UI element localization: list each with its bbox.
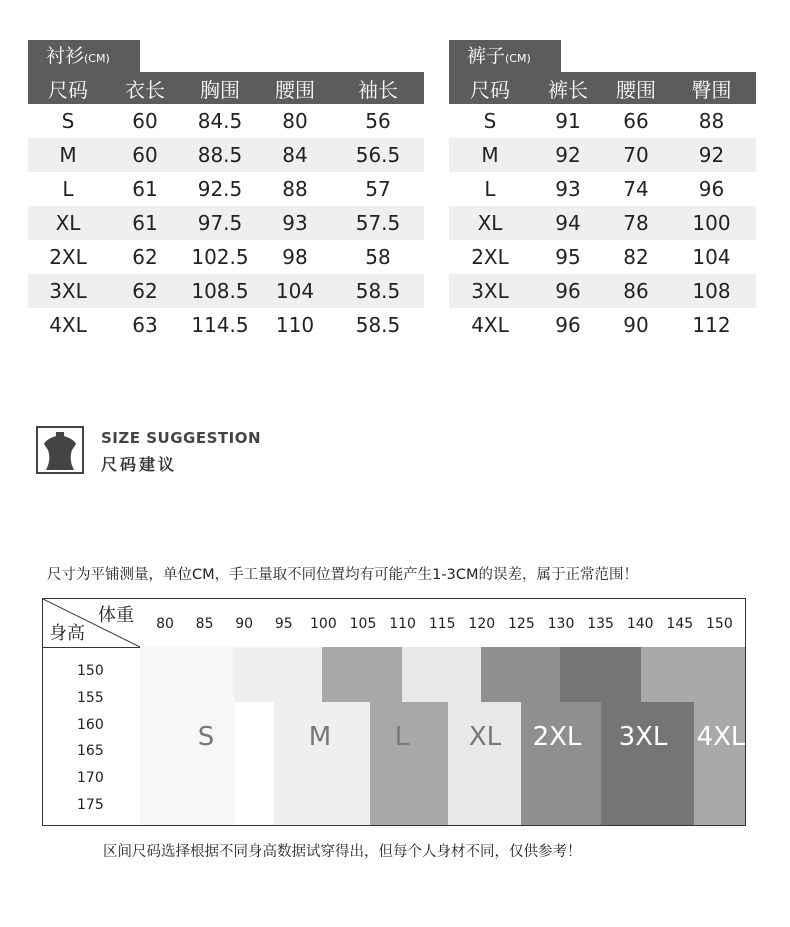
table-row (449, 104, 756, 138)
pants-cell: 4XL (471, 313, 509, 337)
pants-cell: 92 (531, 138, 605, 172)
fit-disclaimer-note: 区间尺码选择根据不同身高数据试穿得出，但每个人身材不同，仅供参考！ (103, 844, 582, 860)
height-tick-label: 150 (77, 663, 104, 679)
pants-cell: 100 (667, 206, 756, 240)
size-range-block (274, 702, 370, 825)
shirt-cell: 110 (275, 313, 315, 337)
pants-cell: S (483, 109, 497, 133)
weight-tick-label: 125 (508, 616, 535, 632)
size-range-block (481, 647, 560, 702)
weight-tick-label: 145 (666, 616, 694, 632)
shirt-table-tab (28, 40, 140, 72)
weight-tick-label: 135 (587, 616, 614, 632)
weight-tick-label: 80 (156, 616, 174, 632)
size-range-block (140, 647, 234, 825)
shirt-size-table (28, 72, 424, 342)
shirt-cell: 104 (258, 274, 332, 308)
size-range-label: L (394, 722, 410, 752)
shirt-cell: 60 (132, 109, 158, 133)
weight-tick-label: 140 (626, 616, 654, 632)
pants-cell: 70 (605, 138, 667, 172)
pants-cell: 108 (667, 274, 756, 308)
size-range-label: M (308, 722, 332, 752)
shirt-cell: 84.5 (197, 109, 243, 133)
height-tick-label: 160 (77, 716, 104, 733)
height-tick-label: 175 (77, 797, 104, 813)
table-row (28, 240, 424, 274)
shirt-cell: 3XL (28, 274, 108, 308)
height-tick-label: 165 (77, 743, 104, 760)
height-axis-label: 身高 (49, 623, 85, 644)
size-range-label: S (197, 722, 215, 752)
shirt-cell: 98 (282, 245, 308, 269)
pants-cell: 74 (623, 177, 649, 201)
pants-cell: 104 (692, 245, 731, 269)
table-row (28, 308, 424, 342)
shirt-cell: L (62, 177, 74, 201)
size-suggestion-title-cn: 尺码建议 (101, 455, 178, 474)
size-range-block (601, 702, 694, 825)
pants-cell: 91 (555, 109, 581, 133)
shirt-header-cell: 尺码 (28, 72, 108, 104)
shirt-cell: 60 (108, 138, 182, 172)
height-tick-label: 170 (77, 770, 104, 787)
shirt-header-cell: 衣长 (108, 72, 182, 104)
weight-tick-label: 105 (349, 616, 377, 632)
size-range-block (234, 647, 322, 702)
height-tick-label: 155 (77, 689, 104, 706)
pants-cell: 78 (605, 206, 667, 240)
shirt-cell: 97.5 (182, 206, 258, 240)
table-row (28, 138, 424, 172)
shirt-header-cell: 腰围 (258, 72, 332, 104)
table-row (449, 240, 756, 274)
size-range-block (370, 702, 448, 825)
shirt-cell: 56 (365, 109, 391, 133)
table-row (449, 274, 756, 308)
pants-size-table (449, 72, 756, 342)
pants-cell: L (484, 177, 496, 201)
pants-cell: 112 (692, 313, 731, 337)
shirt-cell: 114.5 (191, 313, 249, 337)
size-range-block (521, 702, 601, 825)
table-row (28, 206, 424, 240)
pants-cell: 66 (623, 109, 649, 133)
pants-cell: 96 (698, 177, 725, 201)
table-row (28, 104, 424, 138)
pants-header-cell: 裤长 (531, 72, 605, 104)
size-suggestion-chart (42, 598, 746, 826)
shirt-cell: 4XL (49, 313, 87, 337)
shirt-cell: 63 (132, 313, 158, 337)
pants-cell: M (449, 138, 531, 172)
weight-tick-label: 150 (706, 616, 733, 632)
table-row (449, 172, 756, 206)
size-range-block (402, 647, 481, 702)
size-range-label: 2XL (532, 722, 582, 752)
pants-cell: 95 (555, 245, 581, 269)
shirt-cell: 58.5 (332, 274, 424, 308)
weight-axis-label: 体重 (98, 605, 134, 626)
pants-cell: 92 (667, 138, 756, 172)
pants-cell: 90 (623, 313, 649, 337)
weight-tick-label: 120 (468, 616, 496, 632)
shirt-cell: 93 (258, 206, 332, 240)
shirt-cell: 56.5 (332, 138, 424, 172)
shirt-cell: 108.5 (182, 274, 258, 308)
pants-cell: 94 (531, 206, 605, 240)
shirt-table-unit: (CM) (84, 52, 110, 65)
shirt-cell: 84 (258, 138, 332, 172)
size-range-block (322, 647, 402, 702)
table-row (28, 274, 424, 308)
shirt-cell: 88.5 (182, 138, 258, 172)
shirt-header-cell: 胸围 (182, 72, 258, 104)
pants-header-cell: 腰围 (605, 72, 667, 104)
size-range-block (694, 702, 746, 825)
pants-cell: 2XL (471, 245, 509, 269)
measurement-note: 尺寸为平铺测量，单位CM，手工量取不同位置均有可能产生1-3CM的误差，属于正常范围！ (47, 567, 638, 583)
shirt-cell: 57.5 (332, 206, 424, 240)
chart-corner-header (43, 599, 140, 647)
shirt-cell: 57 (365, 177, 391, 201)
pants-cell: 88 (698, 109, 725, 133)
pants-cell: 82 (623, 245, 649, 269)
shirt-table-title: 衬衫 (46, 45, 85, 67)
weight-tick-label: 110 (389, 616, 416, 632)
shirt-cell: S (61, 109, 75, 133)
pants-cell: XL (449, 206, 531, 240)
weight-tick-label: 95 (274, 616, 293, 632)
shirt-cell: XL (28, 206, 108, 240)
size-range-block (560, 647, 641, 702)
shirt-cell: M (28, 138, 108, 172)
table-row (449, 308, 756, 342)
shirt-cell: 80 (282, 109, 308, 133)
size-suggestion-title-en: SIZE SUGGESTION (101, 429, 262, 447)
shirt-cell: 62 (108, 274, 182, 308)
pants-cell: 96 (531, 274, 605, 308)
table-row (449, 138, 756, 172)
pants-cell: 86 (605, 274, 667, 308)
weight-tick-label: 85 (195, 616, 214, 632)
pants-cell: 93 (555, 177, 581, 201)
pants-table-title: 裤子 (467, 45, 506, 67)
pants-table-unit: (CM) (505, 52, 531, 65)
pants-table-tab (449, 40, 561, 72)
pants-cell: 96 (555, 313, 581, 337)
shirt-header-cell: 袖长 (332, 72, 424, 104)
shirt-cell: 2XL (49, 245, 87, 269)
size-range-label: 4XL (696, 722, 746, 752)
table-row (449, 206, 756, 240)
size-range-block (641, 647, 746, 702)
pants-header-cell: 尺码 (449, 72, 531, 104)
pants-cell: 3XL (449, 274, 531, 308)
shirt-cell: 58.5 (355, 313, 401, 337)
size-range-label: 3XL (618, 722, 668, 752)
weight-tick-label: 100 (310, 616, 337, 632)
shirt-cell: 58 (365, 245, 391, 269)
weight-tick-label: 90 (235, 616, 254, 632)
shirt-cell: 92.5 (197, 177, 243, 201)
shirt-cell: 61 (132, 177, 158, 201)
weight-tick-label: 115 (428, 616, 456, 632)
pants-header-cell: 臀围 (667, 72, 756, 104)
shirt-cell: 88 (282, 177, 308, 201)
mannequin-icon (36, 426, 84, 474)
shirt-cell: 61 (108, 206, 182, 240)
shirt-cell: 62 (132, 245, 158, 269)
size-range-label: XL (468, 722, 502, 752)
size-range-block (448, 702, 521, 825)
table-row (28, 172, 424, 206)
weight-tick-label: 130 (547, 616, 575, 632)
shirt-cell: 102.5 (191, 245, 249, 269)
